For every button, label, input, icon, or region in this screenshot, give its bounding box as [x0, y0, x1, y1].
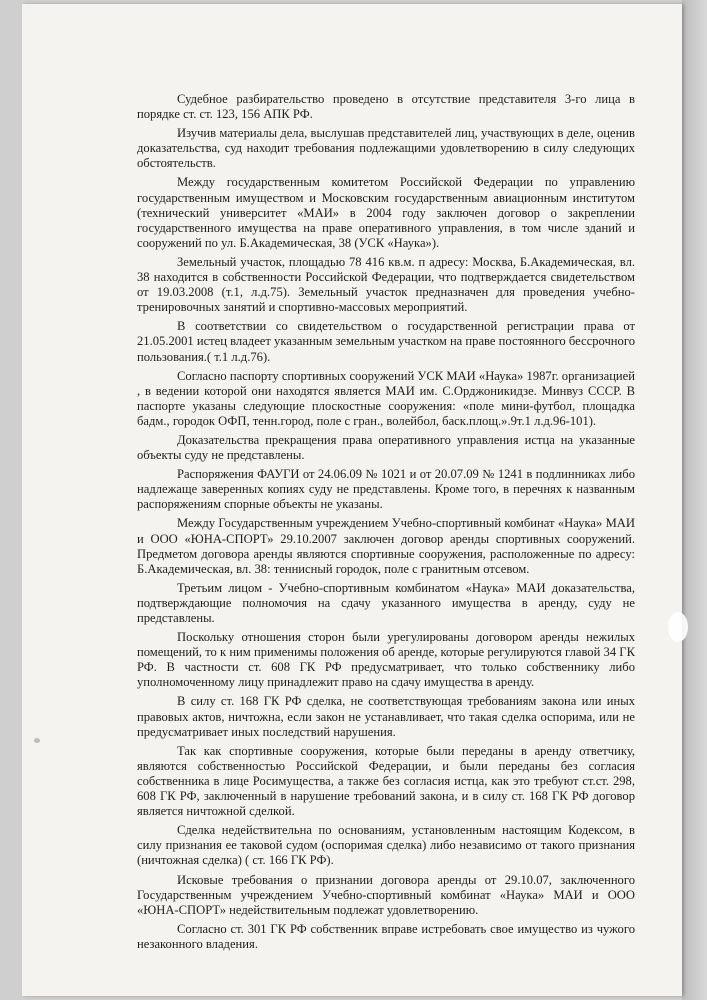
paragraph: Так как спортивные сооружения, которые были переданы в аренду ответчику, являются собственностью Российской Федерации, и были переданы без согласия собственника в лице Росимущества, а также без согласия истца, как это требуют ст.ст. 298, 608 ГК РФ, заключенный в нарушение требований закона, и в силу ст. 168 ГК РФ договор является ничтожной сделкой.: [137, 743, 635, 819]
paper-speck: [34, 738, 40, 743]
paragraph: Между Государственным учреждением Учебно-спортивный комбинат «Наука» МАИ и ООО «ЮНА-СПОРТ» 29.10.2007 заключен договор аренды спортивных сооружений. Предметом договора аренды являются спортивные сооружения, расположенные по адресу: Б.Академическая, вл. 38: теннисный городок, поле с гранитным отсевом.: [137, 516, 635, 576]
paragraph: Судебное разбирательство проведено в отсутствие представителя 3-го лица в порядке ст. ст. 123, 156 АПК РФ.: [137, 92, 635, 122]
paragraph: Изучив материалы дела, выслушав представителей лиц, участвующих в деле, оценив доказательства, суд находит требования подлежащими удовлетворению в силу следующих обстоятельств.: [137, 126, 635, 171]
paragraph: Исковые требования о признании договора аренды от 29.10.07, заключенного Государственным учреждением Учебно-спортивный комбинат «Наука» МАИ и ООО «ЮНА-СПОРТ» недействительным подлежат удовлетворению.: [137, 872, 635, 917]
paragraph: Сделка недействительна по основаниям, установленным настоящим Кодексом, в силу признания ее таковой судом (оспоримая сделка) либо независимо от такого признания (ничтожная сделка) ( ст. 166 ГК РФ).: [137, 823, 635, 868]
document-body: [137, 92, 635, 956]
paragraph: Согласно ст. 301 ГК РФ собственник вправе истребовать свое имущество из чужого незаконного владения.: [137, 921, 635, 951]
paragraph: В силу ст. 168 ГК РФ сделка, не соответствующая требованиям закона или иных правовых актов, ничтожна, если закон не устанавливает, что такая сделка оспорима, или не предусматривает иных последствий нарушения.: [137, 694, 635, 739]
paragraph: Третьим лицом - Учебно-спортивным комбинатом «Наука» МАИ доказательства, подтверждающие полномочия на сдачу указанного имущества в аренду, суду не представлены.: [137, 580, 635, 625]
paragraph: Поскольку отношения сторон были урегулированы договором аренды нежилых помещений, то к ним применимы положения об аренде, которые регулируются главой 34 ГК РФ. В частности ст. 608 ГК РФ предусматривает, что только собственнику либо уполномоченному лицу принадлежит право на сдачу имущества в аренду.: [137, 630, 635, 690]
paragraph: Между государственным комитетом Российской Федерации по управлению государственным имуществом и Московским государственным авиационным институтом (технический университет «МАИ» в 2004 году заключен договор о закреплении государственного имущества на праве оперативного управления, в том числе зданий и сооружений по ул. Б.Академическая, 38 (УСК «Наука»).: [137, 175, 635, 250]
scanner-background: [682, 0, 707, 1000]
paragraph: Доказательства прекращения права оперативного управления истца на указанные объекты суду не представлены.: [137, 432, 635, 463]
paper-stain: [668, 612, 688, 642]
paragraph: В соответствии со свидетельством о государственной регистрации права от 21.05.2001 истец владеет указанным земельным участком на праве постоянного бессрочного пользования.( т.1 л.д.76).: [137, 319, 635, 364]
paragraph: Земельный участок, площадью 78 416 кв.м. п адресу: Москва, Б.Академическая, вл. 38 находится в собственности Российской Федерации, что подтверждается свидетельством от 19.03.2008 (т.1, л.д.75). Земельный участок предназначен для проведения учебно-тренировочных занятий и спортивно-массовых мероприятий.: [137, 254, 635, 315]
paragraph: Распоряжения ФАУГИ от 24.06.09 № 1021 и от 20.07.09 № 1241 в подлинниках либо надлежаще заверенных копиях суду не представлены. Кроме того, в перечнях к названным распоряжениям спорные объекты не указаны.: [137, 467, 635, 512]
paragraph: Согласно паспорту спортивных сооружений УСК МАИ «Наука» 1987г. организацией , в ведении которой они находятся является МАИ им. С.Орджоникидзе. Минвуз СССР. В паспорте указаны следующие плоскостные сооружения: «поле мини-футбол, площадка бадм., городок ОФП, тенн.город, поле с гран., волейбол, баск.площ.».9т.1 л.д.96-101).: [137, 368, 635, 428]
